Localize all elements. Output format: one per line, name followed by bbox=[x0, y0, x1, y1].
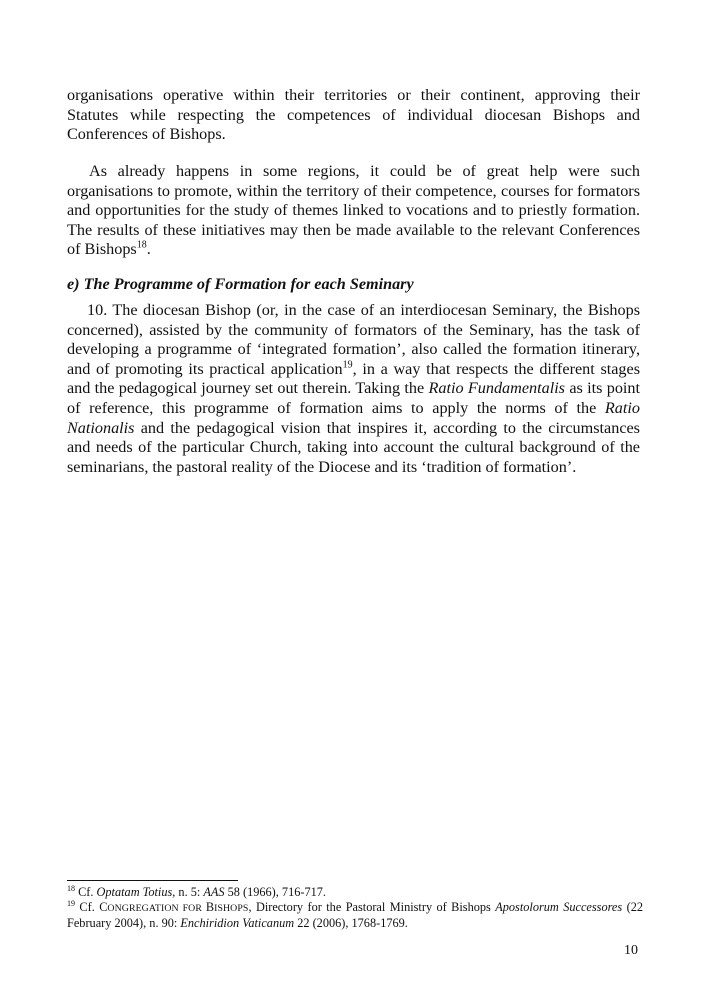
section-heading: e) The Programme of Formation for each Seminary bbox=[67, 275, 414, 293]
footnote-italic: Apostolorum Successores bbox=[495, 900, 623, 915]
paragraph-regional-organisations bbox=[67, 162, 640, 260]
paragraph-text: 10. The diocesan Bishop (or, in the case of an interdiocesan Seminary, the Bishops concerned), assisted by the community of formators of the Seminary, has the task of developing a programme of ‘integrated formation’, also called the formation itinerary, and of promoting its practical application bbox=[67, 301, 640, 378]
footnote-separator bbox=[67, 880, 238, 881]
small-caps-text: ONGREGATION FOR bbox=[107, 903, 206, 915]
footnote-italic: AAS bbox=[203, 885, 225, 899]
footnote-text: n. 5: bbox=[175, 885, 204, 899]
footnote-text: (22 February 2004), n. 90: bbox=[67, 900, 644, 931]
footnote-text: Cf. bbox=[75, 885, 97, 899]
paragraph-text: organisations operative within their territories or their continent, approving their Statutes while respecting the competences of individual diocesan Bishops and Conferences of Bishops. bbox=[67, 86, 640, 144]
footnote-number: 18 bbox=[67, 883, 75, 893]
paragraph-10 bbox=[67, 301, 640, 477]
footnote-italic: Enchiridion Vaticanum bbox=[180, 916, 295, 931]
footnote-reference-19[interactable]: 19 bbox=[342, 359, 353, 371]
small-caps-initial: C bbox=[99, 900, 108, 915]
footnote-number: 19 bbox=[67, 899, 75, 909]
paragraph-text: and the pedagogical vision that inspires it, according to the circumstances and needs of the particular Church, taking into account the cultural background of the seminarians, the pastoral reality of the Diocese and its ‘tradition of formation’. bbox=[67, 418, 640, 476]
footnote-19 bbox=[67, 900, 643, 931]
footnotes bbox=[67, 885, 643, 932]
footnote-18 bbox=[67, 885, 643, 900]
paragraph-text: As already happens in some regions, it could be of great help were such organisations to promote, within the territory of their competence, courses for formators and opportunities for the study of themes linked to vocations and to priestly formation. The results of these initiatives may then be made available to the relevant Conferences of Bishops bbox=[67, 162, 640, 259]
page-number: 10 bbox=[624, 943, 638, 958]
small-caps-text: ISHOPS bbox=[214, 903, 249, 915]
footnote-italic: Optatam Totius, bbox=[96, 885, 176, 899]
paragraph-end: . bbox=[146, 240, 151, 259]
paragraph-text: as its point of reference, this programme of formation aims to apply the norms of the bbox=[67, 379, 640, 417]
footnote-text: Cf. bbox=[75, 900, 100, 915]
italic-title: Ratio Nationalis bbox=[67, 398, 640, 437]
small-caps-initial: B bbox=[205, 900, 215, 915]
footnote-text: , Directory for the Pastoral Ministry of Bishops bbox=[248, 900, 496, 915]
footnote-text: 22 (2006), 1768-1769. bbox=[294, 916, 408, 931]
paragraph-continuation bbox=[67, 86, 640, 145]
footnote-text: 58 (1966), 716-717. bbox=[224, 885, 326, 899]
footnote-reference-18[interactable]: 18 bbox=[136, 239, 147, 251]
italic-title: Ratio Fundamentalis bbox=[428, 379, 565, 398]
paragraph-text: , in a way that respects the different stages and the pedagogical journey set out therein. Taking the bbox=[67, 359, 641, 398]
